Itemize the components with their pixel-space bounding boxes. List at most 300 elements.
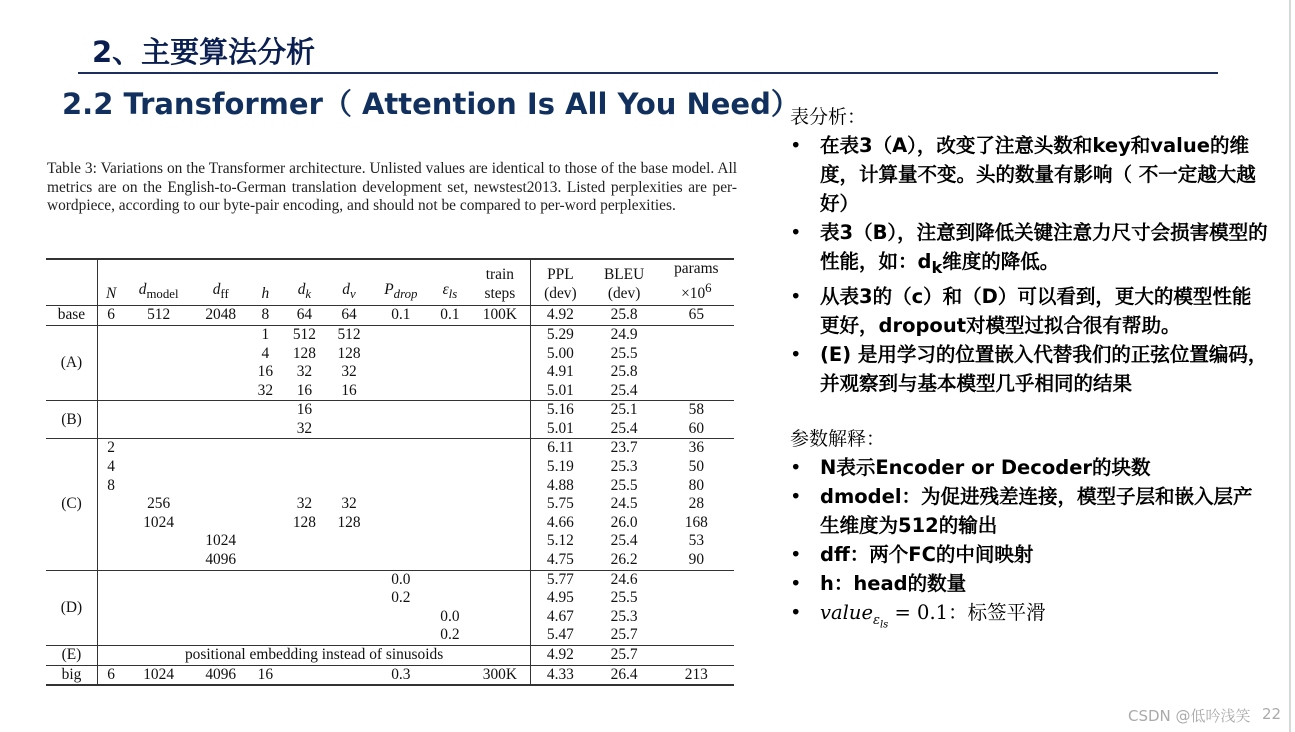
list-item: • dmodel：为促进残差连接，模型子层和嵌入层产生维度为512的输出 <box>790 482 1270 540</box>
cell: 512 <box>282 325 327 344</box>
cell <box>469 608 530 627</box>
list-item: • value$_{\varepsilon_{ls}}$ = 0.1：标签平滑 <box>790 598 1270 639</box>
row-label: base <box>46 306 97 326</box>
cell <box>193 345 249 364</box>
cell <box>193 589 249 608</box>
cell: 2048 <box>193 306 249 326</box>
cell <box>469 345 530 364</box>
cell <box>97 608 124 627</box>
cell <box>327 665 372 685</box>
cell <box>249 439 283 458</box>
cell <box>193 420 249 439</box>
cell: 25.5 <box>610 476 638 494</box>
cell: 25.8 <box>610 363 638 381</box>
table-caption: Table 3: Variations on the Transformer architecture. Unlisted values are identical to those of the base model. All metrics are on the English-to-German translation development set, newstest2013. Listed perplexities are per-wordpiece, according to our byte-pair encoding, and should not be compared to per-word perplexities. <box>47 160 737 215</box>
cell <box>371 401 430 420</box>
cell <box>469 477 530 496</box>
cell <box>371 458 430 477</box>
cell: 5.77 <box>531 570 590 589</box>
cell: 4.66 <box>531 514 590 533</box>
analysis-panel <box>790 104 1270 639</box>
table-row-base <box>46 306 734 326</box>
cell: 28 <box>688 495 705 513</box>
cell <box>430 477 469 496</box>
table-row <box>46 401 734 420</box>
list-item: • h：head的数量 <box>790 569 1270 598</box>
cell <box>249 626 283 645</box>
cell <box>249 608 283 627</box>
cell: 1024 <box>205 532 237 550</box>
cell <box>282 589 327 608</box>
cell: 1024 <box>143 513 175 531</box>
header-dff: $d_{ff}$ <box>193 259 249 306</box>
cell: 6.11 <box>531 439 590 458</box>
cell: 25.4 <box>610 381 638 399</box>
cell <box>327 458 372 477</box>
cell <box>327 532 372 551</box>
cell: 25.4 <box>610 419 638 437</box>
title-divider <box>78 72 1218 74</box>
table-row <box>46 551 734 570</box>
cell <box>469 363 530 382</box>
cell: 32 <box>296 419 313 437</box>
cell <box>249 458 283 477</box>
cell <box>193 477 249 496</box>
analysis-list <box>790 131 1270 398</box>
cell <box>124 345 193 364</box>
cell <box>430 439 469 458</box>
cell <box>124 325 193 344</box>
cell <box>327 626 372 645</box>
cell: 4096 <box>193 665 249 685</box>
cell: 60 <box>688 419 705 437</box>
cell: 25.4 <box>610 532 638 550</box>
cell: 26.2 <box>610 551 638 569</box>
cell <box>469 401 530 420</box>
transformer-variations-table <box>46 258 734 686</box>
list-item: • 在表3（A），改变了注意头数和key和value的维度，计算量不变。头的数量有影响（ 不一定越大越好） <box>790 131 1270 218</box>
cell <box>371 626 430 645</box>
bullet-icon: • <box>790 221 802 244</box>
cell <box>193 608 249 627</box>
table-row <box>46 363 734 382</box>
cell <box>249 495 283 514</box>
cell <box>124 420 193 439</box>
params-list <box>790 453 1270 639</box>
table-row <box>46 477 734 496</box>
cell: 512 <box>124 306 193 326</box>
cell <box>97 532 124 551</box>
cell <box>430 363 469 382</box>
cell: 1024 <box>124 665 193 685</box>
cell <box>371 477 430 496</box>
cell: 25.7 <box>610 626 638 644</box>
cell <box>371 363 430 382</box>
table-row <box>46 325 734 344</box>
cell <box>249 551 283 570</box>
table-figure <box>42 156 736 701</box>
list-item: • dff：两个FC的中间映射 <box>790 540 1270 569</box>
cell <box>327 589 372 608</box>
cell: 128 <box>337 344 361 362</box>
cell: 25.3 <box>610 458 638 476</box>
cell: 64 <box>327 306 372 326</box>
cell: 25.7 <box>590 646 659 666</box>
cell <box>282 439 327 458</box>
cell <box>469 551 530 570</box>
cell: 0.0 <box>371 570 430 589</box>
cell <box>249 514 283 533</box>
cell <box>124 382 193 401</box>
row-label: (C) <box>46 439 97 570</box>
cell <box>282 570 327 589</box>
cell <box>469 458 530 477</box>
cell: 58 <box>659 401 734 420</box>
cell <box>97 589 124 608</box>
cell <box>124 363 193 382</box>
cell <box>193 401 249 420</box>
cell <box>430 514 469 533</box>
cell <box>282 551 327 570</box>
cell <box>97 382 124 401</box>
bullet-icon: • <box>790 284 802 308</box>
cell: 5.12 <box>531 532 590 551</box>
cell: 25.3 <box>610 607 638 625</box>
slide-subtitle: 2.2 Transformer（ Attention Is All You Need） <box>62 87 800 121</box>
cell <box>430 532 469 551</box>
cell <box>124 458 193 477</box>
header-ppl: PPL (dev) <box>531 259 590 306</box>
cell <box>193 495 249 514</box>
bullet-icon: • <box>790 484 802 508</box>
cell <box>659 570 734 589</box>
cell: 4.33 <box>531 665 590 685</box>
table-row <box>46 626 734 645</box>
header-els: $\varepsilon_{ls}$ <box>430 259 469 306</box>
row-label: (E) <box>46 646 97 666</box>
cell <box>469 532 530 551</box>
row-label: (D) <box>46 570 97 645</box>
cell: 16 <box>257 363 274 381</box>
cell <box>97 626 124 645</box>
cell: 90 <box>688 551 705 569</box>
cell: 23.7 <box>590 439 659 458</box>
cell: 5.29 <box>531 325 590 344</box>
cell <box>430 420 469 439</box>
cell <box>371 439 430 458</box>
cell <box>193 363 249 382</box>
cell <box>430 345 469 364</box>
table-row <box>46 570 734 589</box>
cell <box>469 420 530 439</box>
cell <box>193 382 249 401</box>
header-params: params $\times 10^6$ <box>659 259 734 306</box>
cell: 4.91 <box>531 363 590 382</box>
table-row <box>46 495 734 514</box>
table-header-row <box>46 259 734 306</box>
cell <box>124 532 193 551</box>
header-train-steps: train steps <box>469 259 530 306</box>
cell: 0.2 <box>440 626 460 644</box>
header-dk: $d_k$ <box>282 259 327 306</box>
table-row <box>46 382 734 401</box>
cell: 25.5 <box>610 344 638 362</box>
cell <box>249 477 283 496</box>
bullet-icon: • <box>790 571 802 595</box>
cell <box>97 495 124 514</box>
header-n: N <box>97 259 124 306</box>
cell: 0.1 <box>371 306 430 326</box>
cell <box>193 514 249 533</box>
cell <box>659 363 734 382</box>
cell: 6 <box>97 306 124 326</box>
cell <box>97 401 124 420</box>
cell <box>327 477 372 496</box>
cell: 32 <box>296 363 313 381</box>
cell: 53 <box>688 532 705 550</box>
cell <box>659 608 734 627</box>
cell: 24.6 <box>590 570 659 589</box>
cell <box>659 345 734 364</box>
cell <box>249 589 283 608</box>
cell: 24.5 <box>610 495 638 513</box>
bullet-icon: • <box>790 542 802 566</box>
cell: 0.2 <box>391 589 411 607</box>
list-item: • N表示Encoder or Decoder的块数 <box>790 453 1270 482</box>
cell: 512 <box>327 325 372 344</box>
cell: 24.9 <box>590 325 659 344</box>
cell: 4096 <box>205 551 237 569</box>
cell <box>193 626 249 645</box>
cell: positional embedding instead of sinusoids <box>97 646 530 666</box>
bullet-icon: • <box>790 134 802 157</box>
table-row <box>46 420 734 439</box>
cell <box>430 570 469 589</box>
cell: 8 <box>249 306 283 326</box>
bullet-icon: • <box>790 342 802 366</box>
list-item: • (E) 是用学习的位置嵌入代替我们的正弦位置编码，并观察到与基本模型几乎相同的结果 <box>790 340 1270 398</box>
cell <box>97 345 124 364</box>
cell <box>327 570 372 589</box>
cell: 5.19 <box>531 458 590 477</box>
cell: 25.8 <box>590 306 659 326</box>
cell <box>469 626 530 645</box>
cell: 213 <box>659 665 734 685</box>
cell <box>469 325 530 344</box>
cell: 4.95 <box>531 589 590 608</box>
cell: 4.92 <box>531 306 590 326</box>
cell: 100K <box>469 306 530 326</box>
cell <box>97 514 124 533</box>
table-row <box>46 345 734 364</box>
cell: 65 <box>659 306 734 326</box>
cell <box>371 495 430 514</box>
cell: 5.75 <box>531 495 590 514</box>
row-label: (A) <box>46 325 97 400</box>
cell <box>469 589 530 608</box>
cell <box>371 420 430 439</box>
cell <box>249 401 283 420</box>
cell <box>282 626 327 645</box>
cell <box>193 570 249 589</box>
cell <box>430 458 469 477</box>
cell <box>97 325 124 344</box>
cell: 4.92 <box>531 646 590 666</box>
cell <box>371 382 430 401</box>
cell <box>371 608 430 627</box>
cell: 36 <box>659 439 734 458</box>
cell <box>193 325 249 344</box>
cell <box>327 551 372 570</box>
params-heading: 参数解释： <box>790 427 886 450</box>
cell <box>371 532 430 551</box>
watermark: CSDN @低吟浅笑 <box>1128 707 1251 725</box>
cell <box>282 532 327 551</box>
cell <box>249 570 283 589</box>
cell <box>124 608 193 627</box>
table-row <box>46 532 734 551</box>
cell <box>97 551 124 570</box>
analysis-heading: 表分析： <box>790 106 867 128</box>
cell: 5.47 <box>531 626 590 645</box>
cell: 128 <box>292 513 316 531</box>
table-row <box>46 608 734 627</box>
cell: 128 <box>292 344 316 362</box>
cell: 25.1 <box>590 401 659 420</box>
header-dv: $d_v$ <box>327 259 372 306</box>
cell <box>430 551 469 570</box>
cell: 300K <box>469 665 530 685</box>
cell <box>327 439 372 458</box>
header-dmodel: $d_{model}$ <box>124 259 193 306</box>
cell <box>469 495 530 514</box>
cell <box>193 458 249 477</box>
page-number: 22 <box>1262 705 1282 723</box>
cell <box>371 325 430 344</box>
cell: 5.00 <box>531 345 590 364</box>
cell: 256 <box>147 495 171 513</box>
cell <box>659 626 734 645</box>
list-item: • 从表3的（c）和（D）可以看到，更大的模型性能更好，dropout对模型过拟合很有帮助。 <box>790 282 1270 340</box>
cell <box>249 420 283 439</box>
cell <box>124 570 193 589</box>
cell: 32 <box>341 495 357 513</box>
cell: 32 <box>257 381 274 399</box>
header-pdrop: $P_{drop}$ <box>371 259 430 306</box>
cell <box>124 626 193 645</box>
cell: 26.4 <box>590 665 659 685</box>
cell: 2 <box>97 439 124 458</box>
cell <box>659 646 734 666</box>
cell: 32 <box>296 495 313 513</box>
cell: 0.0 <box>440 607 460 625</box>
cell: 50 <box>688 458 705 476</box>
cell: 1 <box>249 325 283 344</box>
cell: 168 <box>684 513 708 531</box>
cell: 128 <box>337 513 361 531</box>
cell: 4.67 <box>531 608 590 627</box>
cell: 5.16 <box>531 401 590 420</box>
cell <box>469 570 530 589</box>
cell <box>282 458 327 477</box>
cell <box>124 401 193 420</box>
cell: 80 <box>688 476 705 494</box>
cell <box>430 495 469 514</box>
cell: 0.1 <box>430 306 469 326</box>
bullet-icon: • <box>790 455 802 479</box>
cell: 0.3 <box>371 665 430 685</box>
cell <box>282 665 327 685</box>
table-row <box>46 439 734 458</box>
cell <box>327 401 372 420</box>
cell <box>430 589 469 608</box>
cell: 6 <box>97 665 124 685</box>
slide-title: 2、主要算法分析 <box>92 35 316 69</box>
cell <box>469 439 530 458</box>
cell <box>371 551 430 570</box>
cell <box>124 477 193 496</box>
header-h: h <box>249 259 283 306</box>
row-label: big <box>46 665 97 685</box>
header-blank <box>46 259 97 306</box>
cell: 16 <box>249 665 283 685</box>
list-item: • 表3（B），注意到降低关键注意力尺寸会损害模型的性能，如：$d_k$维度的降低。 <box>790 218 1270 282</box>
cell: 25.5 <box>610 589 638 607</box>
cell <box>97 363 124 382</box>
table-row-big <box>46 665 734 685</box>
bullet-icon: • <box>790 600 802 624</box>
cell: 4.88 <box>531 477 590 496</box>
row-label: (B) <box>46 401 97 439</box>
cell <box>659 589 734 608</box>
cell <box>282 477 327 496</box>
cell <box>124 551 193 570</box>
table-row <box>46 514 734 533</box>
header-bleu: BLEU (dev) <box>590 259 659 306</box>
cell: 4.75 <box>531 551 590 570</box>
cell: 16 <box>296 381 313 399</box>
cell <box>327 420 372 439</box>
cell <box>371 514 430 533</box>
table-row <box>46 458 734 477</box>
cell <box>124 589 193 608</box>
cell: 32 <box>341 363 357 381</box>
cell <box>371 345 430 364</box>
cell <box>659 325 734 344</box>
cell <box>249 532 283 551</box>
slide-edge <box>1289 0 1291 732</box>
cell <box>193 439 249 458</box>
cell <box>659 382 734 401</box>
cell <box>430 382 469 401</box>
cell <box>282 608 327 627</box>
cell: 16 <box>282 401 327 420</box>
cell <box>430 665 469 685</box>
cell: 4 <box>261 344 270 362</box>
cell <box>327 608 372 627</box>
cell: 16 <box>341 381 357 399</box>
table-row-e <box>46 646 734 666</box>
cell: 8 <box>97 477 124 496</box>
cell: 5.01 <box>531 382 590 401</box>
cell <box>430 325 469 344</box>
cell <box>124 439 193 458</box>
cell <box>97 420 124 439</box>
cell <box>97 570 124 589</box>
table-row <box>46 589 734 608</box>
cell: 5.01 <box>531 420 590 439</box>
cell <box>469 382 530 401</box>
